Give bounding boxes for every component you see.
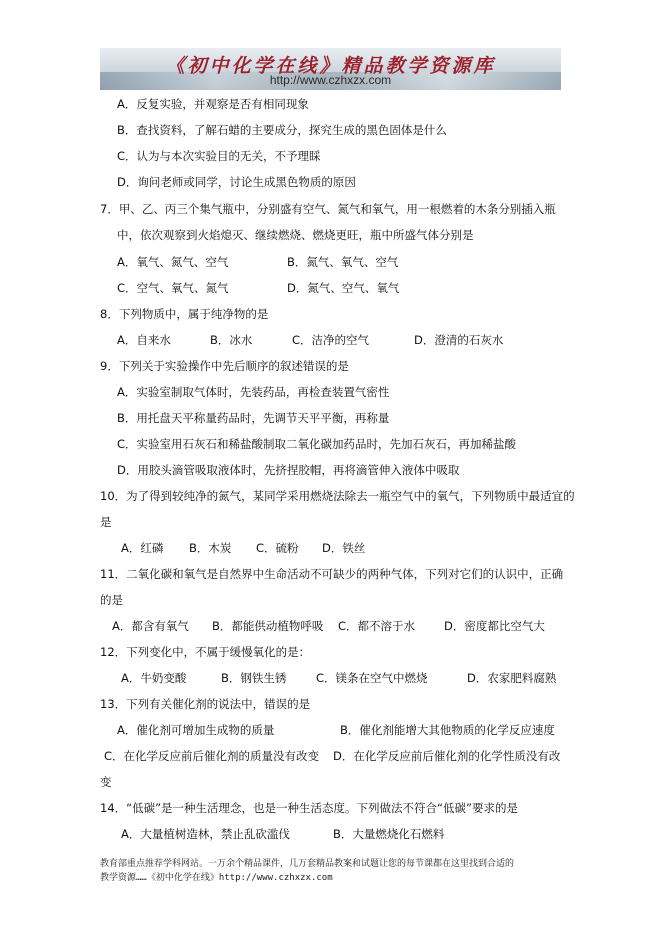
question-10-stem-cont: 是	[100, 515, 112, 529]
option-10b: B．木炭	[189, 541, 232, 555]
option-10d: D．铁丝	[322, 541, 366, 555]
option-14a: A．大量植树造林，禁止乱砍滥伐	[121, 827, 290, 841]
option-10a: A．红磷	[121, 541, 164, 555]
banner-url: http://www.czhxzx.com	[269, 73, 392, 87]
option-9a: A．实验室制取气体时，先装药品，再检查装置气密性	[117, 385, 390, 399]
option-13d-cont: 变	[100, 775, 112, 789]
option-7c: C．空气、氧气、氮气	[117, 281, 229, 295]
option-7d: D．氮气、空气、氧气	[287, 281, 400, 295]
option-6d: D．询问老师或同学，讨论生成黑色物质的原因	[117, 175, 356, 189]
option-11c: C．都不溶于水	[338, 619, 416, 633]
header-banner	[100, 48, 561, 90]
option-8b: B．冰水	[210, 333, 253, 347]
option-14b: B．大量燃烧化石燃料	[333, 827, 445, 841]
option-9b: B．用托盘天平称量药品时，先调节天平平衡，再称量	[117, 411, 390, 425]
option-13d: D．在化学反应前后催化剂的化学性质没有改	[333, 749, 561, 763]
question-11-stem: 11．二氧化碳和氧气是自然界中生命活动不可缺少的两种气体，下列对它们的认识中，正确	[100, 567, 564, 581]
option-12d: D．农家肥料腐熟	[467, 671, 557, 685]
question-8-stem: 8．下列物质中，属于纯净物的是	[100, 307, 269, 321]
option-13b: B．催化剂能增大其他物质的化学反应速度	[340, 723, 555, 737]
option-7a: A．氧气、氮气、空气	[117, 255, 229, 269]
option-6a: A．反复实验，并观察是否有相同现象	[117, 97, 309, 111]
option-12b: B．钢铁生锈	[221, 671, 287, 685]
question-7-stem: 7．甲、乙、丙三个集气瓶中，分别盛有空气、氮气和氧气，用一根燃着的木条分别插入瓶	[100, 202, 556, 216]
question-13-stem: 13．下列有关催化剂的说法中，错误的是	[100, 697, 311, 711]
option-11a: A．都含有氧气	[112, 619, 189, 633]
question-7-stem-cont: 中，依次观察到火焰熄灭、继续燃烧、燃烧更旺，瓶中所盛气体分别是	[117, 228, 474, 242]
option-8d: D．澄清的石灰水	[414, 333, 504, 347]
option-6b: B．查找资料，了解石蜡的主要成分，探究生成的黑色固体是什么	[117, 123, 447, 137]
option-12c: C．镁条在空气中燃烧	[316, 671, 428, 685]
option-11b: B．都能供动植物呼吸	[212, 619, 324, 633]
option-8a: A．自来水	[117, 333, 171, 347]
option-13a: A．催化剂可增加生成物的质量	[117, 723, 275, 737]
footer-line-2: 教学资源……《初中化学在线》http://www.czhxzx.com	[100, 873, 333, 883]
question-11-stem-cont: 的是	[100, 593, 123, 607]
option-13c: C．在化学反应前后催化剂的质量没有改变	[104, 749, 320, 763]
option-12a: A．牛奶变酸	[121, 671, 187, 685]
question-14-stem: 14．“低碳”是一种生活理念，也是一种生活态度。下列做法不符合“低碳”要求的是	[100, 801, 518, 815]
footer-line-1: 教育部重点推荐学科网站。一万余个精品课件，几万套精品教案和试题让您的每节课都在这里找到合适的	[100, 859, 515, 869]
question-12-stem: 12．下列变化中，不属于缓慢氧化的是：	[100, 645, 311, 659]
option-9c: C．实验室用石灰石和稀盐酸制取二氧化碳加药品时，先加石灰石，再加稀盐酸	[117, 437, 517, 451]
banner-title: 《初中化学在线》精品教学资源库	[165, 55, 496, 77]
option-9d: D．用胶头滴管吸取液体时，先挤捏胶帽，再将滴管伸入液体中吸取	[117, 463, 460, 477]
option-8c: C．洁净的空气	[292, 333, 370, 347]
question-9-stem: 9．下列关于实验操作中先后顺序的叙述错误的是	[100, 359, 349, 373]
question-10-stem: 10．为了得到较纯净的氮气，某同学采用燃烧法除去一瓶空气中的氧气，下列物质中最适宜的	[100, 489, 575, 503]
option-7b: B．氮气、氧气、空气	[287, 255, 399, 269]
option-11d: D．密度都比空气大	[444, 619, 545, 633]
option-10c: C．硫粉	[256, 541, 299, 555]
option-6c: C．认为与本次实验目的无关，不予理睬	[117, 149, 321, 163]
